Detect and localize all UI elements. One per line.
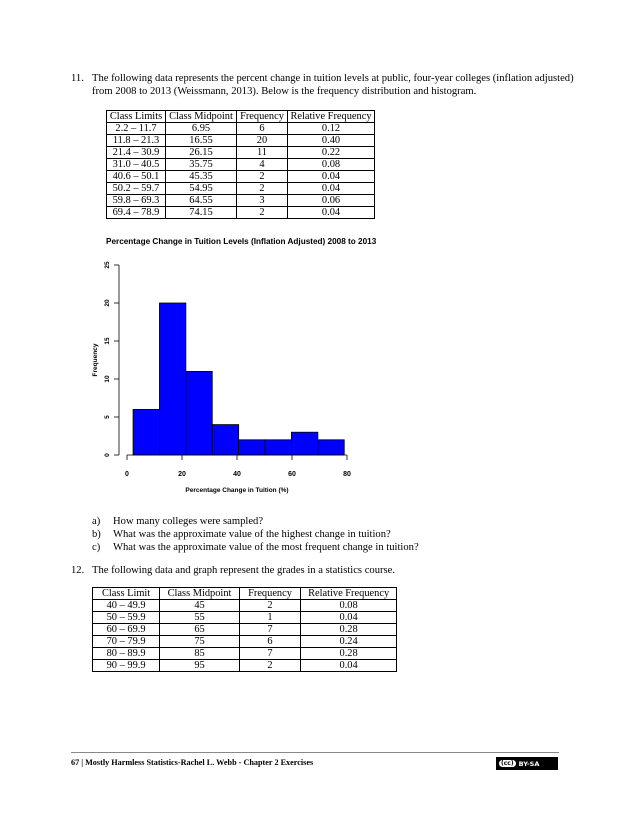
table-cell: 50.2 – 59.7 <box>107 183 166 195</box>
table-cell: 0.28 <box>301 648 397 660</box>
table-cell: 80 – 89.9 <box>93 648 160 660</box>
table-row <box>93 636 397 648</box>
x-tick-label: 20 <box>178 471 186 478</box>
footer-text: 67 | Mostly Harmless Statistics-Rachel L. Webb - Chapter 2 Exercises <box>71 758 314 767</box>
table-cell: 3 <box>237 195 288 207</box>
table-cell: 0.04 <box>301 660 397 672</box>
table-row <box>107 159 375 171</box>
table-cell: 95 <box>160 660 240 672</box>
table-cell: 0.08 <box>288 159 375 171</box>
y-axis-label: Frequency <box>92 343 99 377</box>
q11-table-header: Relative Frequency <box>288 111 375 123</box>
table-cell: 4 <box>237 159 288 171</box>
table-cell: 2.2 – 11.7 <box>107 123 166 135</box>
table-cell: 2 <box>239 660 300 672</box>
q12-number: 12. <box>71 565 85 576</box>
table-cell: 0.24 <box>301 636 397 648</box>
table-cell: 26.15 <box>166 147 237 159</box>
table-cell: 2 <box>237 207 288 219</box>
x-tick-label: 40 <box>233 471 241 478</box>
y-tick-label: 25 <box>104 261 111 269</box>
q11-number: 11. <box>71 73 84 84</box>
table-cell: 21.4 – 30.9 <box>107 147 166 159</box>
table-cell: 69.4 – 78.9 <box>107 207 166 219</box>
y-tick-label: 5 <box>104 415 111 419</box>
table-cell: 2 <box>237 183 288 195</box>
q11-text-line1: The following data represents the percent change in tuition levels at public, four-year colleges (inflation adjusted) <box>92 73 574 84</box>
subquestion-text: What was the approximate value of the most frequent change in tuition? <box>113 542 419 553</box>
table-cell: 35.75 <box>166 159 237 171</box>
table-cell: 55 <box>160 612 240 624</box>
table-cell: 0.06 <box>288 195 375 207</box>
table-cell: 75 <box>160 636 240 648</box>
histogram-chart <box>85 250 375 500</box>
histogram-bar <box>159 303 185 455</box>
table-row <box>93 660 397 672</box>
y-tick-label: 0 <box>104 453 111 457</box>
table-row <box>93 624 397 636</box>
q12-text: The following data and graph represent the grades in a statistics course. <box>92 565 395 576</box>
histogram-bar <box>133 409 159 455</box>
table-row <box>107 171 375 183</box>
subquestion-label: b) <box>92 529 101 540</box>
table-cell: 90 – 99.9 <box>93 660 160 672</box>
table-row <box>107 135 375 147</box>
histogram-bar <box>239 440 265 455</box>
histogram-bar <box>186 371 212 455</box>
y-tick-label: 10 <box>104 375 111 383</box>
q12-table-header: Class Midpoint <box>160 588 240 600</box>
table-cell: 11.8 – 21.3 <box>107 135 166 147</box>
table-cell: 85 <box>160 648 240 660</box>
table-cell: 54.95 <box>166 183 237 195</box>
q12-table-header: Frequency <box>239 588 300 600</box>
table-row <box>93 648 397 660</box>
x-tick-label: 0 <box>125 471 129 478</box>
y-tick-label: 20 <box>104 299 111 307</box>
histogram-bar <box>318 440 344 455</box>
table-cell: 11 <box>237 147 288 159</box>
table-cell: 0.08 <box>301 600 397 612</box>
table-row <box>107 123 375 135</box>
cc-icon: (cc) <box>501 760 514 767</box>
subquestion-label: c) <box>92 542 101 553</box>
table-row <box>107 183 375 195</box>
table-cell: 7 <box>239 624 300 636</box>
q11-frequency-table <box>106 110 375 219</box>
table-cell: 0.04 <box>288 171 375 183</box>
table-cell: 40.6 – 50.1 <box>107 171 166 183</box>
table-cell: 0.40 <box>288 135 375 147</box>
table-cell: 45.35 <box>166 171 237 183</box>
table-cell: 0.28 <box>301 624 397 636</box>
table-cell: 70 – 79.9 <box>93 636 160 648</box>
license-text: BY-SA <box>518 759 540 768</box>
q12-frequency-table <box>92 587 397 672</box>
x-tick-label: 60 <box>288 471 296 478</box>
table-cell: 50 – 59.9 <box>93 612 160 624</box>
subquestion-label: a) <box>92 516 101 527</box>
table-cell: 1 <box>239 612 300 624</box>
q11-table-header: Class Limits <box>107 111 166 123</box>
table-cell: 60 – 69.9 <box>93 624 160 636</box>
q11-table-header: Frequency <box>237 111 288 123</box>
chart-title: Percentage Change in Tuition Levels (Inflation Adjusted) 2008 to 2013 <box>106 237 377 246</box>
y-tick-label: 15 <box>104 337 111 345</box>
table-cell: 0.04 <box>288 207 375 219</box>
table-cell: 7 <box>239 648 300 660</box>
table-cell: 6.95 <box>166 123 237 135</box>
q11-text-line2: from 2008 to 2013 (Weissmann, 2013). Below is the frequency distribution and histogram. <box>92 86 477 97</box>
table-cell: 74.15 <box>166 207 237 219</box>
table-cell: 6 <box>237 123 288 135</box>
table-cell: 31.0 – 40.5 <box>107 159 166 171</box>
table-cell: 0.12 <box>288 123 375 135</box>
table-cell: 40 – 49.9 <box>93 600 160 612</box>
table-cell: 16.55 <box>166 135 237 147</box>
cc-license-badge <box>496 757 558 770</box>
table-cell: 59.8 – 69.3 <box>107 195 166 207</box>
histogram-bar <box>212 425 238 455</box>
table-row <box>107 195 375 207</box>
table-cell: 64.55 <box>166 195 237 207</box>
table-cell: 0.04 <box>301 612 397 624</box>
histogram-bar <box>291 432 317 455</box>
table-cell: 0.04 <box>288 183 375 195</box>
table-row <box>107 147 375 159</box>
table-cell: 2 <box>239 600 300 612</box>
table-row <box>107 207 375 219</box>
x-axis-label: Percentage Change in Tuition (%) <box>185 487 289 494</box>
q12-table-header: Relative Frequency <box>301 588 397 600</box>
table-cell: 45 <box>160 600 240 612</box>
table-row <box>93 600 397 612</box>
footer-divider <box>71 752 559 753</box>
subquestion-text: How many colleges were sampled? <box>113 516 264 527</box>
histogram-bar <box>265 440 291 455</box>
q12-table-header: Class Limit <box>93 588 160 600</box>
table-cell: 6 <box>239 636 300 648</box>
table-cell: 2 <box>237 171 288 183</box>
table-cell: 0.22 <box>288 147 375 159</box>
table-cell: 20 <box>237 135 288 147</box>
table-row <box>93 612 397 624</box>
subquestion-text: What was the approximate value of the highest change in tuition? <box>113 529 391 540</box>
q11-table-header: Class Midpoint <box>166 111 237 123</box>
x-tick-label: 80 <box>343 471 351 478</box>
table-cell: 65 <box>160 624 240 636</box>
